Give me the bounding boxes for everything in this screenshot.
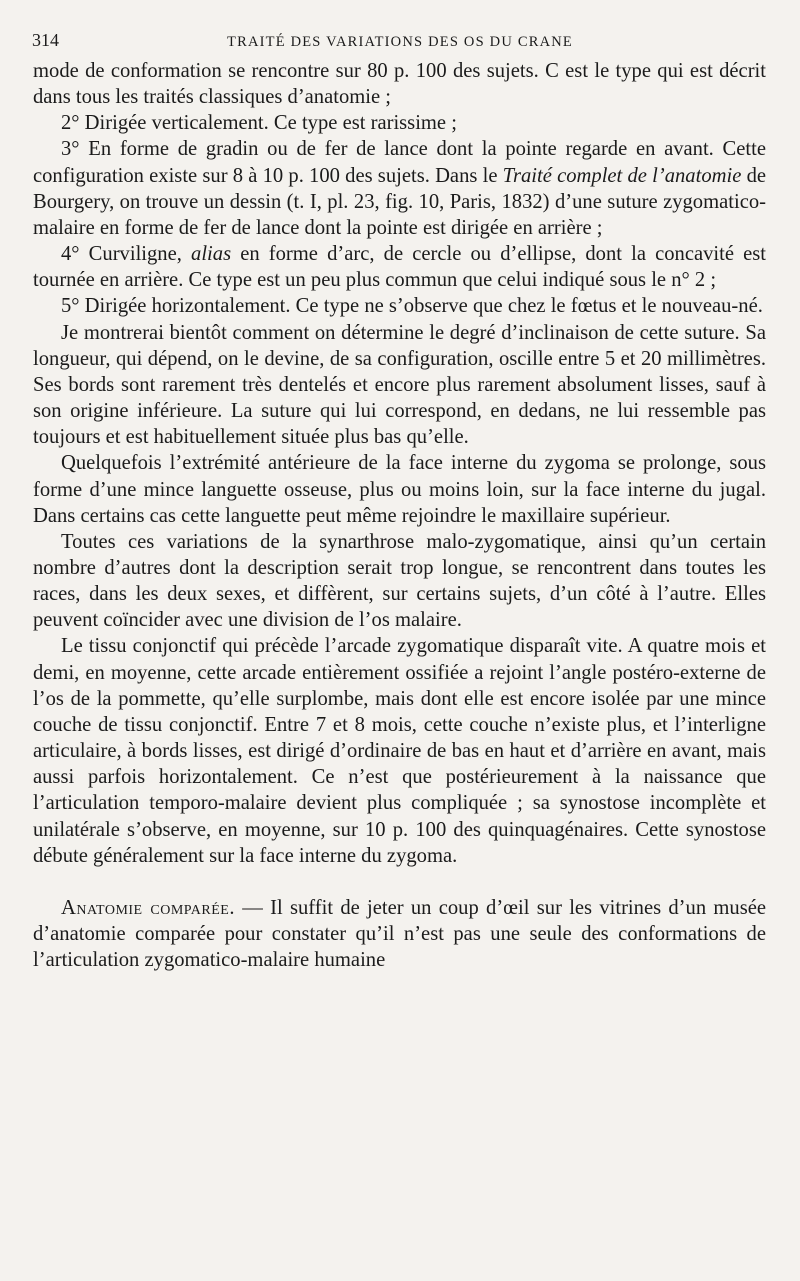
paragraph-text: Toutes ces variations de la synarthrose malo-zygomatique, ainsi qu’un certain nombre d’autres dont la description serait trop longue, se rencontrent dans toutes les races, dans les deux sexes, et diffèrent, sur certains sujets, d’un côté à l’autre. Elles peuvent coïncider avec une division de l’os malaire. xyxy=(33,530,766,632)
page-number: 314 xyxy=(32,30,59,50)
paragraph xyxy=(33,58,766,110)
running-title: TRAITÉ DES VARIATIONS DES OS DU CRANE xyxy=(227,34,573,50)
paragraph-text: en forme d’arc, de cercle ou d’ellipse, dont la concavité est tournée en arrière. Ce type est un peu plus commun que celui indiqué sous le n° 2 ; xyxy=(33,243,766,292)
paragraph-text: mode de conformation se rencontre sur 80 p. 100 des sujets. C est le type qui est décrit dans tous les traités classiques d’anatomie ; xyxy=(33,60,766,109)
paragraph xyxy=(33,241,766,293)
paragraph xyxy=(33,136,766,241)
paragraph-text: Le tissu conjonctif qui précède l’arcade zygomatique disparaît vite. A quatre mois et demi, en moyenne, cette arcade entièrement ossifiée a rejoint l’angle postéro-externe de l’os de la pommette, qu’elle surplombe, mais dont elle est encore isolée par une mince couche de tissu conjonctif. Entre 7 et 8 mois, cette couche n’existe plus, et l’interligne articulaire, à bords lisses, est dirigé d’ordinaire de bas en haut et d’arrière en avant, mais aussi parfois horizontalement. Ce n’est que postérieurement à la naissance que l’articulation temporo-malaire devient plus compliquée ; sa synostose incomplète et unilatérale s’observe, en moyenne, sur 10 p. 100 des quinquagénaires. Cette synostose débute généralement sur la face interne du zygoma. xyxy=(33,635,766,867)
paragraph xyxy=(33,450,766,528)
page-header xyxy=(32,30,768,51)
italic-word: alias xyxy=(191,243,232,266)
paragraph xyxy=(33,110,766,136)
paragraph xyxy=(33,293,766,319)
paragraph-text: 4° Curviligne, xyxy=(61,243,192,266)
paragraph-text: de Bourgery, on trouve un dessin (t. I, pl. 23, fig. 10, Paris, 1832) d’une suture zygomatico-malaire en forme de fer de lance dont la pointe est dirigée en arrière ; xyxy=(33,164,767,239)
paragraph xyxy=(33,633,766,868)
paragraph-text: Quelquefois l’extrémité antérieure de la face interne du zygoma se prolonge, sous forme d’une mince languette osseuse, plus ou moins loin, sur la face interne du jugal. Dans certains cas cette languette peut même rejoindre le maxillaire supérieur. xyxy=(33,452,766,527)
paragraph-text: 5° Dirigée horizontalement. Ce type ne s’observe que chez le fœtus et le nouveau-né. xyxy=(61,295,763,318)
paragraph xyxy=(33,320,766,451)
paragraph-text: Je montrerai bientôt comment on détermine le degré d’inclinaison de cette suture. Sa longueur, qui dépend, on le devine, de sa configuration, oscille entre 5 et 20 millimètres. Ses bords sont rarement très dentelés et encore plus rarement absolument lisses, sauf à son origine inférieure. La suture qui lui correspond, en dedans, ne lui ressemble pas toujours et est habituellement située plus bas qu’elle. xyxy=(33,321,766,449)
book-title-italic: Traité complet de l’anatomie xyxy=(502,164,742,187)
body-text xyxy=(33,58,766,973)
section-heading: Anatomie comparée. xyxy=(61,896,235,919)
paragraph xyxy=(33,529,766,634)
paragraph-text: 2° Dirigée verticalement. Ce type est rarissime ; xyxy=(61,112,457,135)
paragraph-text: — Il suffit de jeter un coup d’œil sur les vitrines d’un musée d’anatomie comparée pour constater qu’il n’est pas une seule des conformations de l’articulation zygomatico-malaire humaine xyxy=(33,896,766,972)
paragraph-text: 3° En forme de gradin ou de fer de lance dont la pointe regarde en avant. Cette configuration existe sur 8 à 10 p. 100 des sujets. Dans le xyxy=(33,138,766,187)
section-paragraph xyxy=(33,895,766,973)
